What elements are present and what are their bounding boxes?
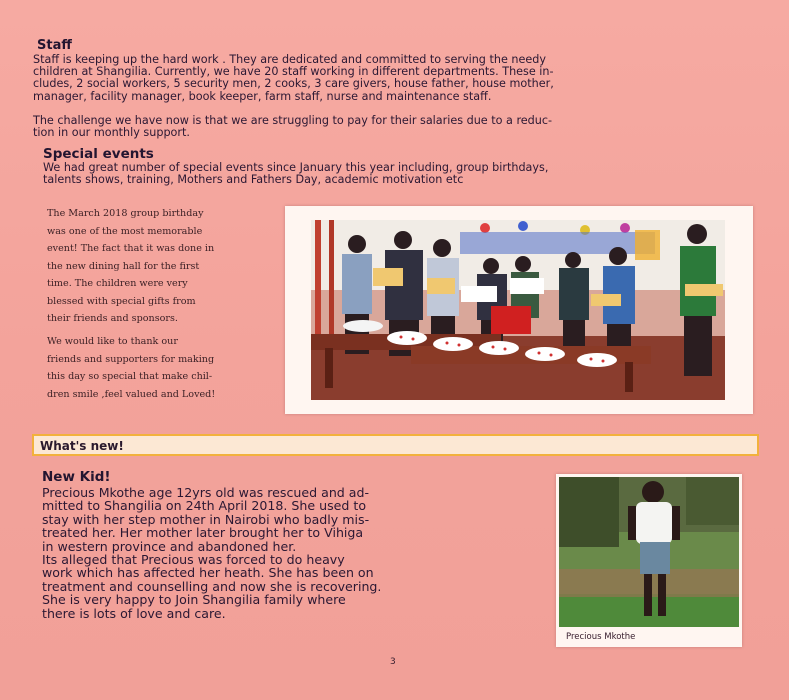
new-kid-line: Its alleged that Precious was forced to do heavy bbox=[42, 552, 345, 568]
new-kid-line: She is very happy to Join Shangilia family where bbox=[42, 592, 346, 608]
staff-line: children at Shangilia. Currently, we have 20 staff working in different departments. These in- bbox=[33, 65, 554, 79]
challenge-line: The challenge we have now is that we are struggling to pay for their salaries due to a reduc- bbox=[33, 114, 553, 127]
precious-photo bbox=[556, 474, 742, 628]
special-events-paragraph bbox=[43, 162, 548, 186]
thanks-line: friends and supporters for making bbox=[47, 353, 215, 365]
thanks-paragraph bbox=[47, 333, 215, 403]
thanks-line: this day so special that make chil- bbox=[47, 371, 213, 382]
staff-paragraph bbox=[33, 54, 554, 103]
whats-new-heading: What's new! bbox=[40, 439, 124, 453]
page-number: 3 bbox=[390, 657, 396, 667]
events-line: talents shows, training, Mothers and Fathers Day, academic motivation etc bbox=[43, 173, 464, 187]
birthday-line: The March 2018 group birthday bbox=[47, 208, 204, 219]
group-birthday-photo-frame bbox=[285, 206, 753, 414]
birthday-line: their friends and sponsors. bbox=[47, 313, 178, 324]
new-kid-paragraph bbox=[42, 486, 381, 620]
birthday-line: event! The fact that it was done in bbox=[47, 243, 215, 254]
staff-challenge-paragraph bbox=[33, 115, 552, 139]
new-kid-heading: New Kid! bbox=[42, 469, 111, 485]
birthday-line: blessed with special gifts from bbox=[47, 295, 196, 307]
challenge-line: tion in our monthly support. bbox=[33, 126, 190, 140]
new-kid-line: in western province and abandoned her. bbox=[42, 538, 297, 554]
birthday-line: the new dining hall for the first bbox=[47, 260, 200, 272]
birthday-line: time. The children were very bbox=[47, 278, 188, 289]
new-kid-line: Precious Mkothe age 12yrs old was rescued and ad- bbox=[42, 485, 370, 500]
events-line: We had great number of special events since January this year including, group birthdays, bbox=[43, 161, 549, 174]
new-kid-line: treated her. Her mother later brought her to Vihiga bbox=[42, 525, 364, 541]
thanks-line: We would like to thank our bbox=[47, 336, 178, 347]
new-kid-line: work which has affected her heath. She has been on bbox=[42, 565, 374, 581]
birthday-paragraph bbox=[47, 205, 214, 328]
precious-photo-frame bbox=[556, 474, 742, 647]
new-kid-line: stay with her step mother in Nairobi who badly mis- bbox=[42, 511, 370, 527]
group-birthday-photo bbox=[285, 206, 753, 414]
special-events-heading: Special events bbox=[43, 146, 154, 162]
precious-photo-caption: Precious Mkothe bbox=[566, 632, 636, 642]
staff-line: manager, facility manager, book keeper, farm staff, nurse and maintenance staff. bbox=[33, 89, 492, 103]
thanks-line: dren smile ,feel valued and Loved! bbox=[47, 388, 216, 400]
new-kid-line: there is lots of love and care. bbox=[42, 605, 226, 621]
staff-heading: Staff bbox=[37, 38, 72, 53]
whats-new-bar bbox=[32, 434, 759, 456]
birthday-line: was one of the most memorable bbox=[47, 225, 203, 237]
new-kid-line: mitted to Shangilia on 24th April 2018. She used to bbox=[42, 498, 367, 514]
staff-line: Staff is keeping up the hard work . They are dedicated and committed to serving the needy bbox=[33, 53, 546, 66]
new-kid-line: treatment and counselling and now she is recovering. bbox=[42, 578, 382, 594]
staff-line: cludes, 2 social workers, 5 security men, 2 cooks, 3 care givers, house father, house mother, bbox=[33, 77, 554, 91]
